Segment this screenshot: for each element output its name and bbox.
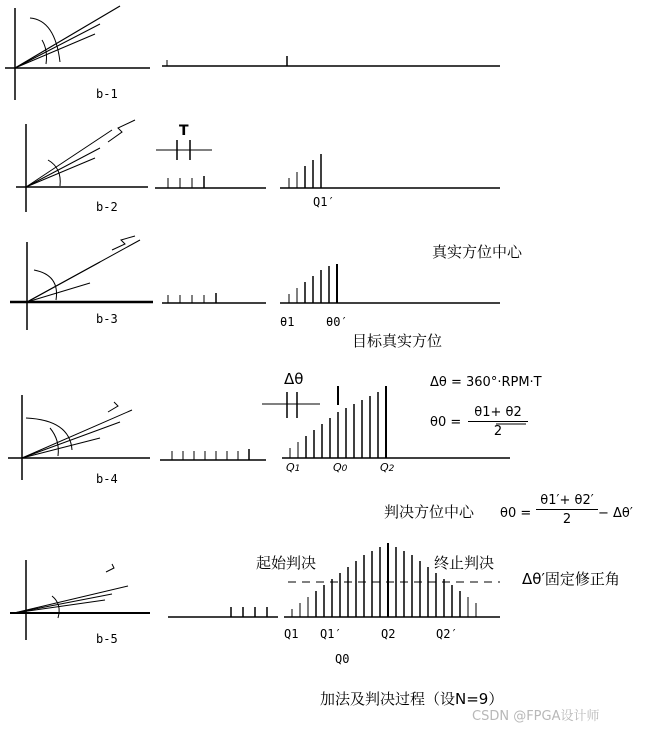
pulse-train-b4-left	[160, 449, 266, 460]
start-decision-label: 起始判决	[256, 554, 317, 572]
q2-b5-label: Q2	[381, 627, 396, 641]
theta0-prime-label: θ0′	[326, 315, 348, 329]
q0-b4-sub: 0	[341, 464, 348, 474]
antenna-beam-sketch-b5	[10, 560, 150, 640]
q2-b4-sub: 2	[388, 464, 395, 474]
theta0b-tail: − Δθ′	[598, 506, 633, 521]
period-label: T	[179, 123, 189, 139]
theta0b-numerator: θ1′+ θ2′	[536, 494, 598, 510]
pulse-train-b2-right	[280, 154, 500, 188]
true-center-label: 真实方位中心	[432, 243, 523, 261]
figure-caption: 加法及判决过程（设N=9）	[320, 690, 504, 708]
q1-b5-label: Q1	[284, 627, 299, 641]
q2-prime-b5-label: Q2′	[436, 627, 458, 641]
fixed-correction-label: Δθ′固定修正角	[522, 570, 620, 588]
q0-b4	[333, 462, 347, 474]
q0-b4-letter: Q	[333, 461, 342, 474]
q1-b4-letter: Q	[286, 461, 295, 474]
pulse-train-b3-left	[162, 293, 266, 303]
theta0b-denominator: 2	[562, 512, 572, 527]
antenna-beam-sketch-b3	[10, 236, 153, 330]
q0-b5-label: Q0	[335, 652, 350, 666]
theta0-lhs: θ0 =	[430, 415, 462, 430]
pulse-train-b1	[162, 56, 500, 66]
q1-b4-sub: 1	[294, 464, 301, 474]
q1-b4	[286, 462, 300, 474]
delta-theta-formula: Δθ = 360°·RPM·T	[430, 375, 542, 390]
row-label-b2: b-2	[96, 200, 118, 214]
pulse-train-b5-left	[168, 607, 278, 617]
q2-b4-letter: Q	[380, 461, 389, 474]
row-label-b4: b-4	[96, 472, 118, 486]
target-true-azimuth-label: 目标真实方位	[352, 332, 443, 350]
pulse-train-b2-left	[155, 140, 266, 188]
watermark: CSDN @FPGA设计师	[472, 709, 600, 724]
row-label-b3: b-3	[96, 312, 118, 326]
theta0b-lhs: θ0 =	[500, 506, 532, 521]
theta0b-fraction	[536, 494, 598, 526]
theta0-numerator: θ1+ θ2	[468, 406, 528, 422]
antenna-beam-sketch-b1	[5, 6, 150, 100]
theta0-fraction	[468, 406, 528, 438]
q1-prime-b5-label: Q1′	[320, 627, 342, 641]
antenna-beam-sketch-b4	[8, 395, 150, 480]
theta1-label: θ1	[280, 315, 295, 329]
theta0-denominator: 2	[493, 424, 503, 439]
q2-b4	[380, 462, 394, 474]
decision-center-label: 判决方位中心	[384, 503, 475, 521]
row-label-b1: b-1	[96, 87, 118, 101]
row-label-b5: b-5	[96, 632, 118, 646]
end-decision-label: 终止判决	[434, 554, 495, 572]
q1-prime-label: Q1′	[313, 195, 335, 209]
pulse-train-b3-right	[280, 264, 500, 303]
antenna-beam-sketch-b2	[16, 120, 148, 212]
delta-theta-label: Δθ	[284, 370, 304, 388]
